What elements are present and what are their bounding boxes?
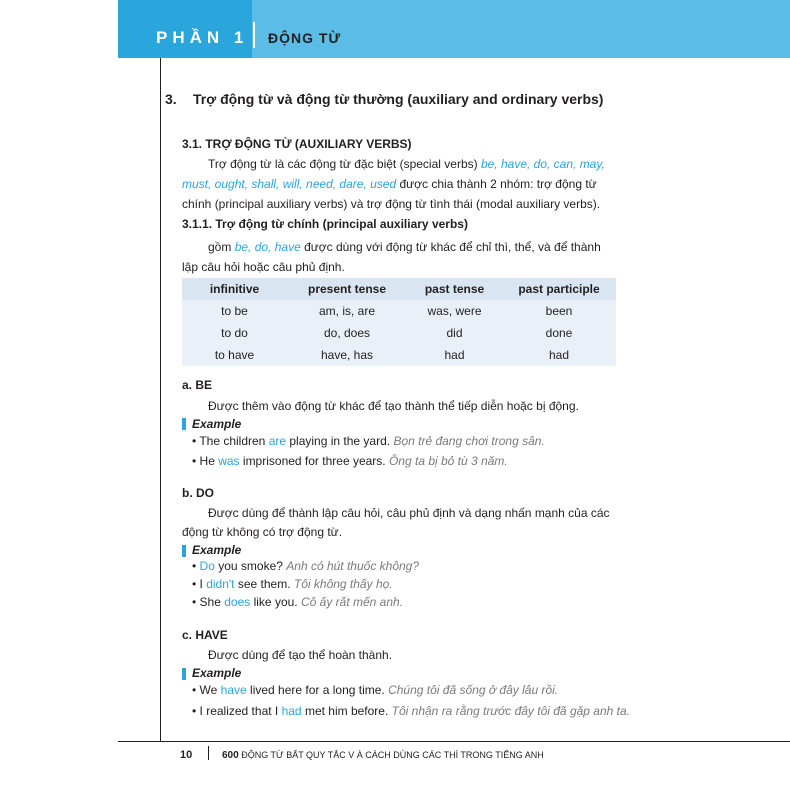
highlight: didn't	[206, 577, 235, 591]
col-infinitive: infinitive	[209, 282, 260, 296]
have-example-label: Example	[192, 666, 242, 680]
cell: been	[545, 304, 573, 318]
be-example-label: Example	[192, 417, 242, 431]
do-example-1	[192, 559, 419, 573]
do-heading: b. DO	[182, 486, 214, 500]
translation: Bọn trẻ đang chơi trong sân.	[393, 434, 545, 448]
col-participle: past participle	[518, 282, 600, 296]
text: được dùng với động từ khác để chỉ thì, thể, và để thành	[300, 240, 601, 254]
table-header-row	[182, 278, 616, 300]
have-description: Được dùng để tạo thể hoàn thành.	[208, 648, 393, 662]
translation: Ông ta bị bỏ tù 3 năm.	[388, 454, 508, 468]
text: playing in the yard.	[286, 434, 394, 448]
translation: Chúng tôi đã sống ở đây lâu rồi.	[388, 683, 559, 697]
page-number: 10	[180, 749, 193, 761]
text: see them.	[234, 577, 294, 591]
cell: was, were	[427, 304, 482, 318]
highlight: had	[281, 704, 302, 718]
have-example-2	[192, 704, 630, 718]
part-label: PHẦN 1	[156, 28, 249, 47]
example-marker-icon	[182, 418, 186, 430]
chapter-title: ĐỘNG TỪ	[268, 30, 342, 46]
text: • I	[192, 577, 207, 591]
highlight: Do	[199, 559, 215, 573]
do-example-label: Example	[192, 543, 242, 557]
table-row	[182, 344, 616, 366]
do-description-2: động từ không có trợ động từ.	[182, 525, 343, 539]
do-example-2	[192, 577, 393, 591]
cell: had	[548, 348, 570, 362]
section-number: 3.	[165, 91, 177, 107]
text: you smoke?	[214, 559, 287, 573]
text: lived here for a long time.	[246, 683, 389, 697]
text: met him before.	[301, 704, 392, 718]
text: được chia thành 2 nhóm: trợ động từ	[396, 177, 597, 191]
header-divider	[253, 22, 255, 48]
footer-separator	[208, 746, 209, 760]
text: imprisoned for three years.	[239, 454, 389, 468]
highlight: have	[220, 683, 247, 697]
cell: had	[444, 348, 465, 362]
example-marker-icon	[182, 545, 186, 557]
subsection-31-heading: 3.1. TRỢ ĐỘNG TỪ (AUXILIARY VERBS)	[182, 137, 412, 151]
cell: have, has	[320, 348, 374, 362]
translation: Anh có hút thuốc không?	[286, 559, 420, 573]
text: • The children	[192, 434, 269, 448]
be-heading: a. BE	[182, 378, 213, 392]
cell: done	[545, 326, 573, 340]
table-row	[182, 322, 616, 344]
text: • He	[192, 454, 219, 468]
cell: to have	[214, 348, 255, 362]
text: gồm	[208, 240, 235, 254]
have-heading: c. HAVE	[182, 628, 228, 642]
col-present: present tense	[307, 282, 387, 296]
be-example-2	[192, 454, 508, 468]
footer-rule	[118, 741, 790, 742]
text: • I realized that I	[192, 704, 282, 718]
book-title-rest: ĐỘNG TỪ BẤT QUY TẮC V À CÁCH DÙNG CÁC THÌ TRONG TIẾNG ANH	[238, 750, 544, 760]
translation: Cô ấy rất mến anh.	[300, 595, 404, 609]
be-description: Được thêm vào động từ khác để tạo thành thể tiếp diễn hoặc bị động.	[208, 399, 579, 413]
do-description-1: Được dùng để thành lập câu hỏi, câu phủ định và dạng nhấn mạnh của các	[208, 506, 610, 520]
sub311-line-1	[208, 237, 601, 257]
text: •	[192, 559, 200, 573]
translation: Tôi nhận ra rằng trước đây tôi đã gặp anh ta.	[391, 704, 630, 718]
cell: do, does	[323, 326, 371, 340]
text: like you.	[250, 595, 301, 609]
be-example-1	[192, 434, 545, 448]
text: • We	[192, 683, 221, 697]
cell: am, is, are	[318, 304, 375, 318]
text: Trợ động từ là các động từ đặc biệt (special verbs)	[208, 157, 481, 171]
verb-list: must, ought, shall, will, need, dare, used	[182, 177, 397, 191]
cell: to be	[221, 304, 248, 318]
cell: did	[446, 326, 463, 340]
sub31-line-2	[182, 174, 597, 194]
highlight: does	[224, 595, 251, 609]
table-row	[182, 300, 616, 322]
book-title-number: 600	[222, 750, 239, 761]
verb-table	[182, 278, 616, 366]
do-example-3	[192, 595, 403, 609]
sub31-line-3: chính (principal auxiliary verbs) và trợ động từ tình thái (modal auxiliary verbs).	[182, 197, 601, 211]
book-title	[222, 750, 544, 761]
subsection-311-heading: 3.1.1. Trợ động từ chính (principal auxiliary verbs)	[182, 217, 468, 231]
margin-line	[160, 58, 161, 741]
sub31-line-1	[208, 154, 605, 174]
text: • She	[192, 595, 225, 609]
col-past: past tense	[424, 282, 485, 296]
translation: Tôi không thấy họ.	[293, 577, 393, 591]
highlight: are	[268, 434, 287, 448]
highlight: was	[218, 454, 240, 468]
section-title: Trợ động từ và động từ thường (auxiliary and ordinary verbs)	[193, 91, 604, 107]
verb-list: be, have, do, can, may,	[480, 157, 605, 171]
verb-list: be, do, have	[234, 240, 301, 254]
sub311-line-2: lập câu hỏi hoặc câu phủ định.	[182, 260, 345, 274]
example-marker-icon	[182, 668, 186, 680]
cell: to do	[221, 326, 248, 340]
have-example-1	[192, 683, 558, 697]
